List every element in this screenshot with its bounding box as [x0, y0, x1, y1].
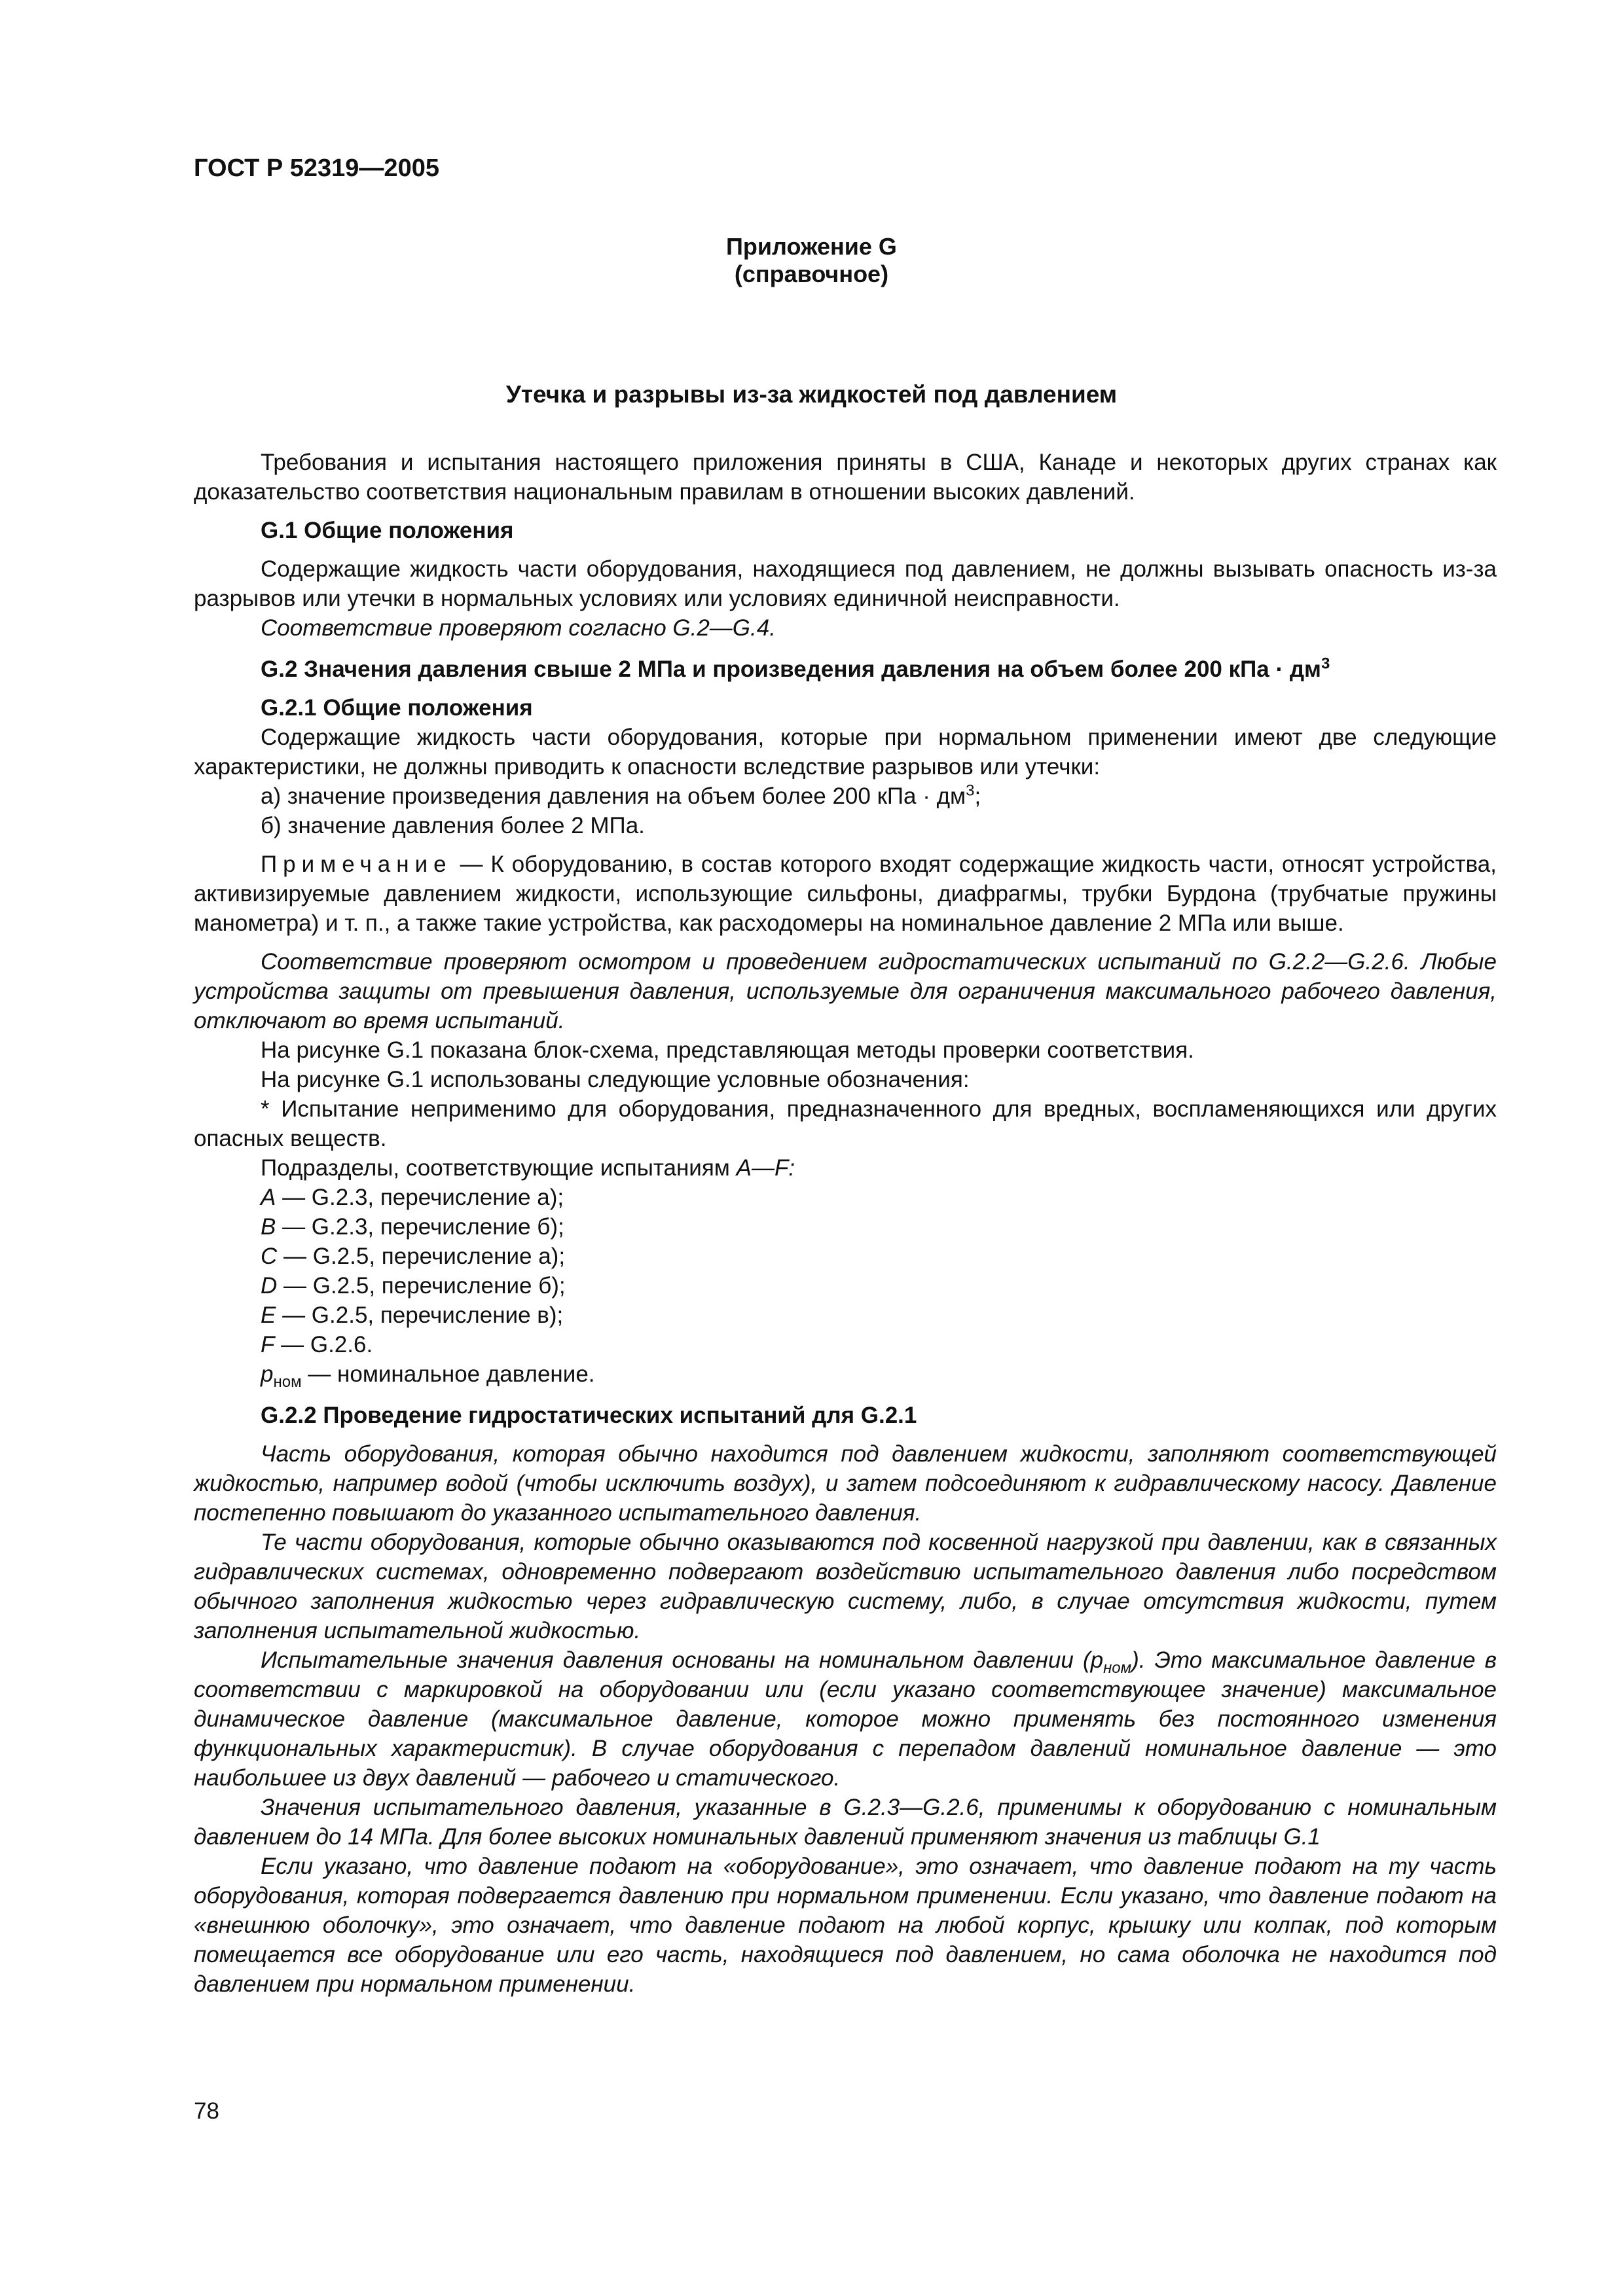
subsections-intro: [194, 1153, 1497, 1183]
subsections-intro-text: Подразделы, соответствующие испытаниям: [261, 1155, 737, 1181]
legend-text: — G.2.5, перечисление б);: [277, 1273, 566, 1299]
intro-paragraph: Требования и испытания настоящего приложения приняты в США, Канаде и некоторых других странах как доказательство соответствия национальным правилам в отношении высоких давлений.: [194, 450, 1497, 505]
section-g22-paragraph-1: Часть оборудования, которая обычно находится под давлением жидкости, заполняют соответствующей жидкостью, например водой (чтобы исключить воздух), и затем подсоединяют к гидравлическому насосу. Давление постепенно повышают до указанного испытательного давления.: [194, 1441, 1497, 1526]
section-g1-heading: G.1 Общие положения: [261, 518, 514, 543]
legend-item: [194, 1212, 1497, 1242]
legend-symbol: E: [261, 1302, 276, 1328]
section-g21-compliance: Соответствие проверяют осмотром и проведением гидростатических испытаний по G.2.2—G.2.6. Любые устройства защиты от превышения давления, используемые для ограничения максимального рабочего давления, отключают во время испытаний.: [194, 949, 1497, 1033]
page-number: 78: [194, 2098, 219, 2124]
subsections-intro-range: A—F:: [736, 1155, 795, 1181]
pnom-text: — номинальное давление.: [301, 1361, 595, 1387]
document-body: [194, 448, 1497, 1999]
section-g1-compliance: Соответствие проверяют согласно G.2—G.4.: [261, 615, 776, 641]
note-text: — К оборудованию, в состав которого входят содержащие жидкость части, относят устройства, активизируемые давлением жидкости, использующие сильфоны, диафрагмы, трубки Бурдона (трубчатые пружины манометра) и т. п., а также такие устройства, как расходомеры на номинальное давление 2 МПа или выше.: [194, 852, 1497, 936]
legend-text: — G.2.6.: [274, 1332, 373, 1357]
pnom-symbol: p: [261, 1361, 274, 1387]
figure-reference-1: На рисунке G.1 показана блок-схема, представляющая методы проверки соответствия.: [261, 1037, 1194, 1063]
legend-item: [194, 1183, 1497, 1212]
legend-item: [194, 1300, 1497, 1330]
section-g22-paragraph-2: Те части оборудования, которые обычно оказываются под косвенной нагрузкой при давлении, как в связанных гидравлических системах, одновременно подвергают воздействию испытательного давления либо посредством обычного заполнения жидкостью через гидравлическую систему, либо, в случае отсутствия жидкости, путем заполнения испытательной жидкостью.: [194, 1530, 1497, 1643]
annex-title: Приложение G: [726, 233, 897, 260]
figure-reference-2: На рисунке G.1 использованы следующие условные обозначения:: [261, 1067, 970, 1092]
note-paragraph: [194, 850, 1497, 938]
section-g2-heading-text: G.2 Значения давления свыше 2 МПа и произведения давления на объем более 200 кПа · дм: [261, 656, 1321, 682]
annex-heading: Утечка и разрывы из-за жидкостей под давлением: [505, 381, 1118, 408]
legend-item: [194, 1330, 1497, 1359]
legend-symbol: C: [261, 1244, 278, 1269]
section-g1-paragraph: Содержащие жидкость части оборудования, находящиеся под давлением, не должны вызывать опасность из-за разрывов или утечки в нормальных условиях или условиях единичной неисправности.: [194, 556, 1497, 611]
legend-text: — G.2.5, перечисление в);: [276, 1302, 564, 1328]
list-item-a-sup: 3: [966, 781, 975, 800]
section-g21-paragraph: Содержащие жидкость части оборудования, которые при нормальном применении имеют две следующие характеристики, не должны приводить к опасности вследствие разрывов или утечки:: [194, 725, 1497, 780]
section-g22-paragraph-3: [194, 1645, 1497, 1793]
pnom-subscript: ном: [273, 1373, 302, 1391]
legend-item: [194, 1242, 1497, 1271]
section-g22-heading: G.2.2 Проведение гидростатических испытаний для G.2.1: [261, 1403, 917, 1428]
list-item-a: [194, 781, 1497, 811]
section-g2-heading: [194, 655, 1497, 684]
section-g21-heading: G.2.1 Общие положения: [261, 695, 533, 721]
legend-item-pnom: [194, 1359, 1497, 1389]
legend-symbol: A: [261, 1185, 276, 1210]
paragraph-3-subscript: ном: [1103, 1659, 1132, 1677]
annex-kind: (справочное): [734, 260, 889, 287]
paragraph-3-end: ). Это максимальное давление в соответствии с маркировкой на оборудовании или (если указано соответствующее значение) максимальное динамическое давление (максимальное давление, которое можно применять без постоянного изменения функциональных характеристик). В случае оборудования с перепадом давлений номинальное давление — это наибольшее из двух давлений — рабочего и статического.: [194, 1647, 1497, 1791]
document-code: ГОСТ Р 52319—2005: [194, 154, 439, 182]
legend-text: — G.2.3, перечисление а);: [276, 1185, 564, 1210]
legend-item: [194, 1271, 1497, 1300]
legend-text: — G.2.3, перечисление б);: [276, 1214, 564, 1240]
legend-text: — G.2.5, перечисление а);: [277, 1244, 566, 1269]
section-g22-paragraph-5: Если указано, что давление подают на «оборудование», это означает, что давление подают на ту часть оборудования, которая подвергается давлению при нормальном применении. Если указано, что давление подают на «внешнюю оболочку», это означает, что давление подают на любой корпус, крышку или колпак, под которым помещается все оборудование или его часть, находящиеся под давлением, но сама оболочка не находится под давлением при нормальном применении.: [194, 1854, 1497, 1997]
list-item-b: б) значение давления более 2 МПа.: [261, 813, 645, 838]
footnote-star: * Испытание неприменимо для оборудования, предназначенного для вредных, воспламеняющихся или других опасных веществ.: [194, 1096, 1497, 1151]
legend-symbol: D: [261, 1273, 278, 1299]
section-g2-heading-sup: 3: [1321, 655, 1330, 673]
list-item-a-text: а) значение произведения давления на объем более 200 кПа · дм: [261, 783, 966, 809]
legend-symbol: F: [261, 1332, 275, 1357]
legend-symbol: B: [261, 1214, 276, 1240]
note-label: Примечание: [261, 852, 452, 877]
paragraph-3-start: Испытательные значения давления основаны на номинальном давлении (p: [261, 1647, 1104, 1673]
list-item-a-end: ;: [974, 783, 981, 809]
section-g22-paragraph-4: Значения испытательного давления, указанные в G.2.3—G.2.6, применимы к оборудованию с номинальным давлением до 14 МПа. Для более высоких номинальных давлений применяют значения из таблицы G.1: [194, 1795, 1497, 1850]
